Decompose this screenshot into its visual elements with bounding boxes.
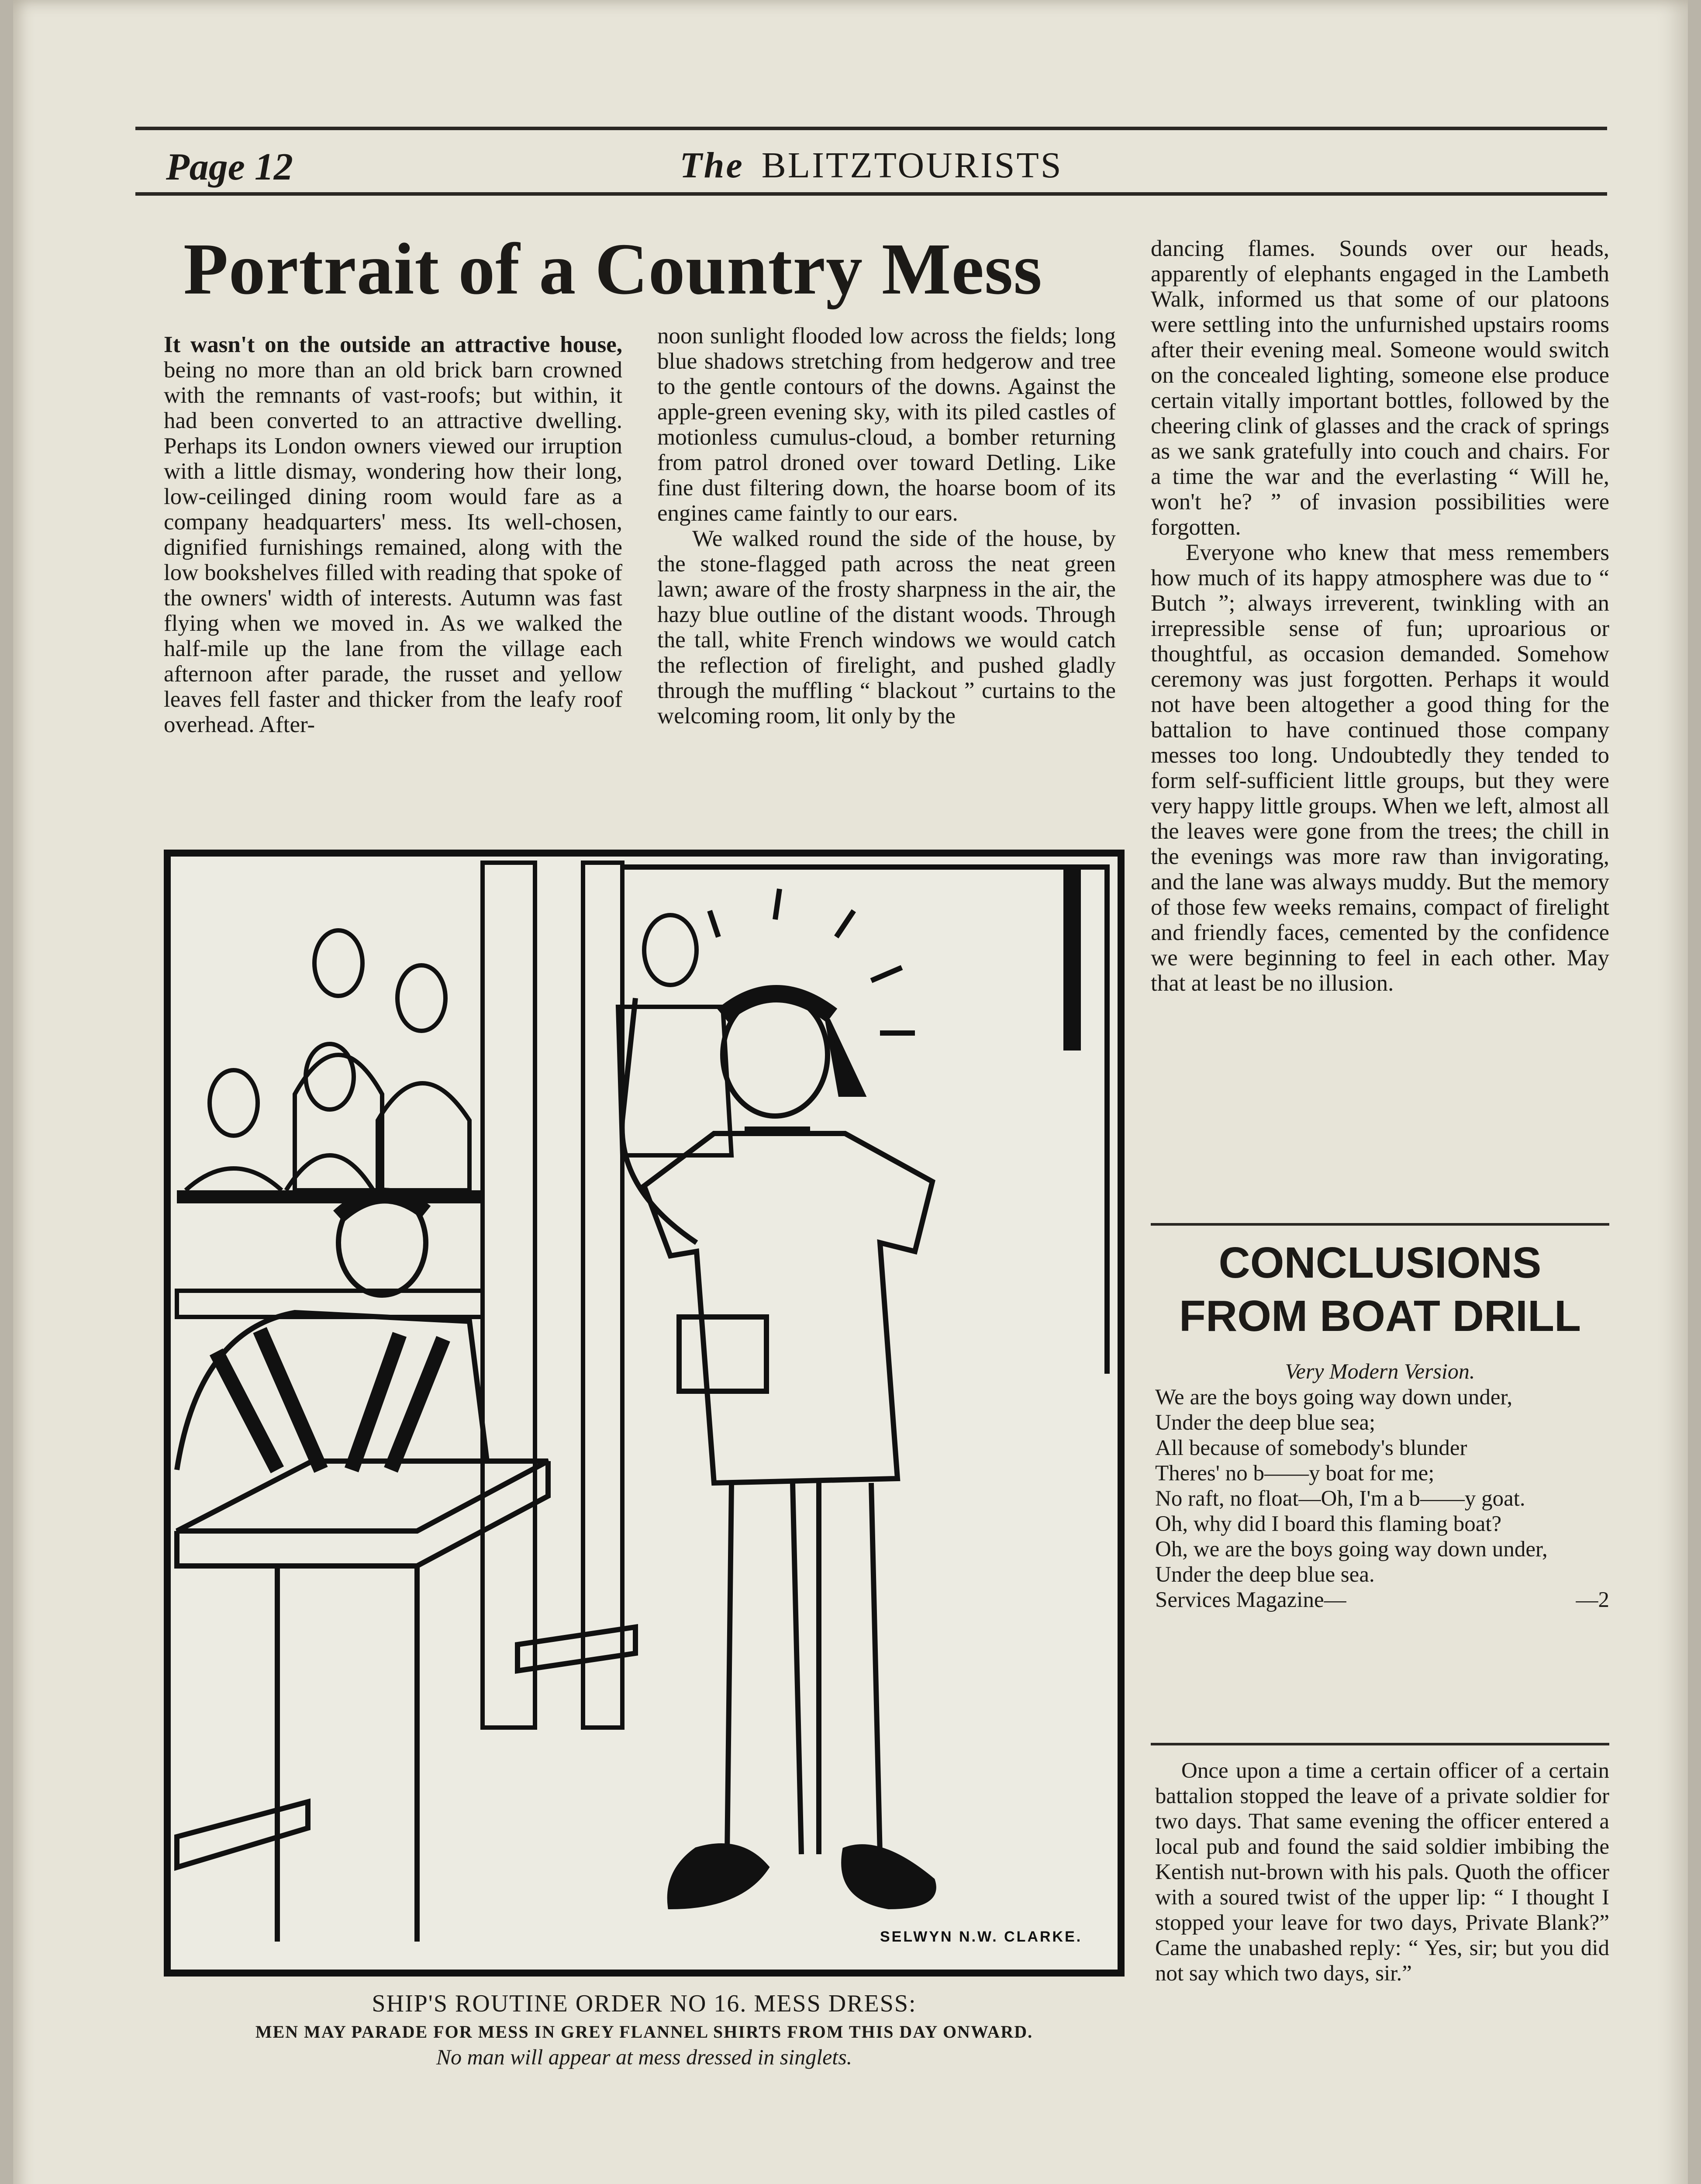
- cartoon-caption-order: MEN MAY PARADE FOR MESS IN GREY FLANNEL SHIRTS FROM THIS DAY ONWARD.: [255, 2022, 1033, 2042]
- cartoon-caption-heading: SHIP'S ROUTINE ORDER NO 16. MESS DRESS:: [372, 1990, 917, 2017]
- poem-line: No raft, no float—Oh, I'm a b——y goat.: [1155, 1486, 1525, 1511]
- header-top-rule: [135, 127, 1607, 130]
- poem-line: We are the boys going way down under,: [1155, 1385, 1513, 1410]
- poem-line: Under the deep blue sea.: [1155, 1562, 1375, 1587]
- mess-dress-cartoon: [164, 850, 1125, 1977]
- article-paragraph: dancing flames. Sounds over our heads, apparently of elephants engaged in the Lambeth Walk, informed us that some of our platoons were settling into the unfurnished upstairs rooms after their evening meal. Someone would switch on the concealed lighting, someone else produce certain vitally important bottles, followed by the cheering clink of glasses and the crack of springs as we sank gratefully into couch and chairs. For a time the war and the everlasting “ Will he, won't he? ” of invasion possibilities were forgotten.: [1151, 236, 1609, 540]
- poem-title-line: FROM BOAT DRILL: [1179, 1292, 1581, 1341]
- page-header: [135, 140, 1607, 192]
- poem-line: Oh, why did I board this flaming boat?: [1155, 1512, 1502, 1536]
- article-paragraph: [164, 332, 622, 737]
- poem-line: All because of somebody's blunder: [1155, 1436, 1467, 1460]
- poem-top-rule: [1151, 1223, 1609, 1226]
- article-paragraph: Everyone who knew that mess remembers how much of its happy atmosphere was due to “ Butch ”; always irreverent, twinkling with an irrepressible sense of fun; uproarious or thoughtful, as occasion demanded. Somehow ceremony was just forgotten. Perhaps it would not have been altogether a good thing for the battalion to have continued those company messes too long. Undoubtedly they tended to form self-sufficient little groups, but they were very happy little groups. When we left, almost all the leaves were gone from the trees; the chill in the evenings was more raw than invigorating, and the lane was always muddy. But the memory of those few weeks remains, compact of firelight and friendly faces, cemented by the confidence we were beginning to feel in each other. May that at least be no illusion.: [1151, 540, 1609, 996]
- article-column-2: [657, 323, 1116, 729]
- page-number: Page 12: [166, 146, 293, 188]
- cartoon-signature: SELWYN N.W. CLARKE.: [880, 1928, 1083, 1945]
- poem-title-line: CONCLUSIONS: [1218, 1238, 1542, 1287]
- magazine-page: [13, 0, 1688, 2184]
- article-text: being no more than an old brick barn crowned with the remnants of vast-roofs; but within, it had been converted to an attractive dwelling. Perhaps its London owners viewed our irruption with a little dismay, wondering how their long, low-ceilinged dining room would fare as a company headquarters' mess. Its well-chosen, dignified furnishings remained, along with the low bookshelves filled with reading that spoke of the owners' width of interests. Autumn was fast flying when we moved in. As we walked the half-mile up the lane from the village each afternoon after parade, the russet and yellow leaves fell faster and thicker from the leafy roof overhead. After-: [164, 357, 622, 737]
- article-title: Portrait of a Country Mess: [183, 228, 1042, 310]
- header-bottom-rule: [135, 192, 1607, 196]
- cartoon-caption-note: No man will appear at mess dressed in singlets.: [436, 2045, 852, 2069]
- poem-source: [1155, 1587, 1609, 1613]
- article-paragraph: noon sunlight flooded low across the fields; long blue shadows stretching from hedgerow and tree to the gentle contours of the downs. Against the apple-green evening sky, with its piled castles of motionless cumulus-cloud, a bomber returning from patrol droned over toward Detling. Like fine dust filtering down, the hoarse boom of its engines came faintly to our ears.: [657, 323, 1116, 526]
- publication-title: [135, 144, 1607, 187]
- anecdote-text: Once upon a time a certain officer of a certain battalion stopped the leave of a private soldier for two days. That same evening the officer entered a local pub and found the said soldier imbibing the Kentish nut-brown with his pals. Quoth the officer with a soured twist of the upper lip: “ I thought I stopped your leave for two days, Private Blank?” Came the unabashed reply: “ Yes, sir; but you did not say which two days, sir.”: [1155, 1759, 1609, 1986]
- poem-source-mark: —2: [1576, 1588, 1609, 1612]
- publication-the: The: [680, 145, 744, 186]
- article-column-3: [1151, 236, 1609, 996]
- article-column-1: [164, 332, 622, 737]
- poem-title: [1151, 1236, 1609, 1343]
- article-paragraph: We walked round the side of the house, by the stone-flagged path across the neat green lawn; aware of the frosty sharpness in the air, the hazy blue outline of the distant woods. Through the tall, white French windows we would catch the reflection of firelight, and pushed gladly through the muffling “ blackout ” curtains to the welcoming room, lit only by the: [657, 526, 1116, 729]
- poem-line: Oh, we are the boys going way down under,: [1155, 1537, 1548, 1562]
- article-lead: It wasn't on the outside an attractive house,: [164, 332, 622, 357]
- poem-line: Under the deep blue sea;: [1155, 1410, 1376, 1435]
- anecdote-top-rule: [1151, 1743, 1609, 1745]
- poem-subtitle: Very Modern Version.: [1285, 1359, 1475, 1383]
- poem-line: Theres' no b——y boat for me;: [1155, 1461, 1435, 1486]
- publication-name: BLITZTOURISTS: [761, 145, 1063, 186]
- poem-source-name: Services Magazine—: [1155, 1588, 1346, 1612]
- poem-body: [1155, 1385, 1609, 1613]
